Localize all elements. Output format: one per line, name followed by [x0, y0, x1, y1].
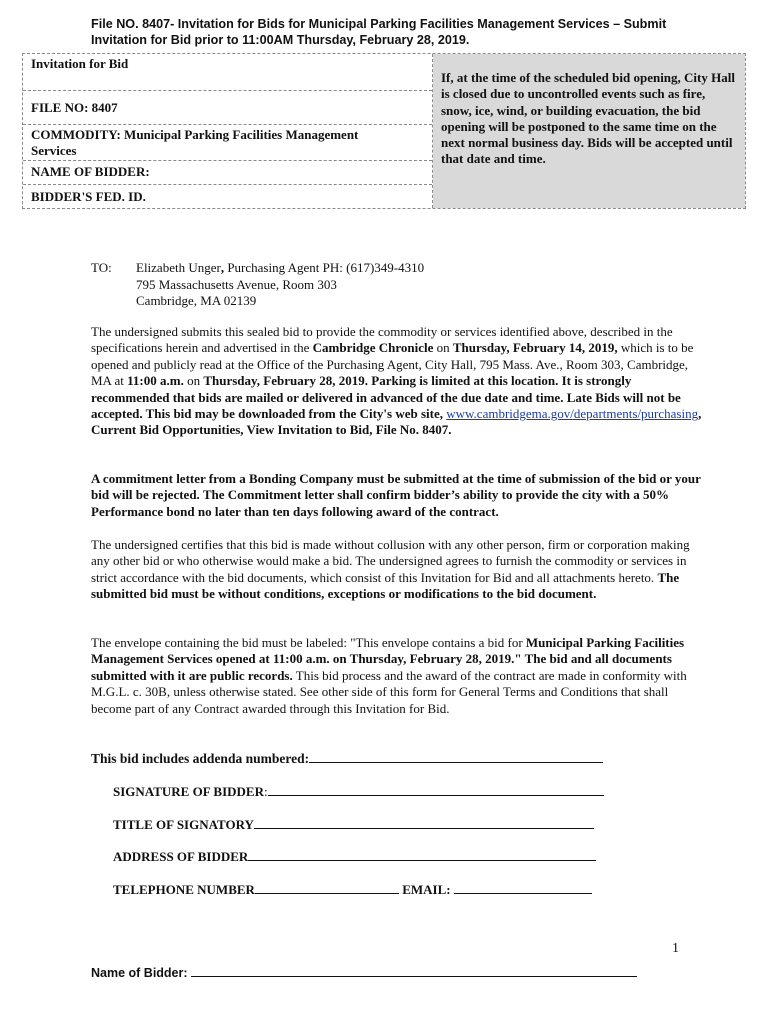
bid-info-fields: [23, 54, 433, 208]
name-of-bidder-field[interactable]: NAME OF BIDDER:: [23, 161, 432, 185]
p4-text-1: The envelope containing the bid must be labeled: "This envelope contains a bid for: [91, 635, 526, 650]
p1-bold-2: Thursday, February 14, 2019,: [452, 340, 618, 356]
p3-text-1: The undersigned certifies that this bid is made without collusion with any other person, firm or corporation making any other bid or who otherwise would make a bid. The undersigned agrees to furnish the commodity or services in strict accordance with the bid documents, which consist of this Invitation for Bid and all attachments hereto.: [91, 537, 690, 585]
header-line-1: File NO. 8407- Invitation for Bids for Municipal Parking Facilities Management Services – Submit: [91, 17, 667, 31]
address-field: [113, 848, 596, 865]
email-label: EMAIL:: [402, 882, 451, 897]
title-input-line[interactable]: [254, 816, 594, 829]
commodity: [23, 125, 432, 161]
addenda-label: This bid includes addenda numbered:: [91, 751, 310, 766]
purchasing-website-link[interactable]: www.cambridgema.gov/departments/purchasing: [446, 406, 699, 422]
p3-bold-1: The submitted bid must be without conditions, exceptions or modifications to the bid document.: [91, 569, 680, 602]
p1-text-2: on: [433, 340, 453, 356]
bond-paragraph: A commitment letter from a Bonding Company must be submitted at the time of submission of the bid or your bid will be rejected. The Commitment letter shall confirm bidder’s ability to provide the city with a 50% Performance bond no later than ten days following award of the contract.: [91, 471, 701, 519]
addenda-input-line[interactable]: [309, 750, 603, 763]
p1-bold-5: , Current Bid Opportunities, View Invitation to Bid, File No. 8407.: [91, 406, 702, 438]
envelope-paragraph: [91, 635, 703, 717]
telephone-email-field: [113, 881, 592, 898]
p1-text-3: which is to be opened and publicly read at the Office of the Purchasing Agent, City Hall, 795 Mass. Ave., Room 303, Cambridge, MA at: [91, 340, 694, 389]
page-header: [91, 16, 731, 48]
intro-paragraph: [91, 324, 703, 439]
address-input-line[interactable]: [248, 848, 596, 861]
signature-label: SIGNATURE OF BIDDER: [113, 784, 264, 799]
to-line-2: 795 Massachusetts Avenue, Room 303: [136, 276, 337, 292]
p1-bold-3: 11:00 a.m.: [127, 373, 184, 389]
invitation-title: Invitation for Bid: [23, 54, 432, 91]
title-label: TITLE OF SIGNATORY: [113, 817, 254, 832]
p4-bold-1: Municipal Parking Facilities Management Services opened at 11:00 a.m. on Thursday, February 28, 2019." The bid and all documents submitted with it are public records.: [91, 635, 685, 683]
p4-text-2: This bid process and the award of the contract are made in conformity with M.G.L. c. 30B, unless otherwise stated. See other side of this form for General Terms and Conditions that shall become part of any Contract awarded through this Invitation for Bid.: [91, 667, 687, 716]
to-line-3: Cambridge, MA 02139: [136, 293, 257, 308]
footer-label: Name of Bidder:: [91, 966, 188, 980]
name-comma: ,: [220, 260, 225, 275]
purchasing-agent-name: Elizabeth Unger: [136, 260, 221, 275]
signature-colon: :: [263, 784, 268, 799]
footer-name-of-bidder: [91, 964, 637, 980]
address-label: ADDRESS OF BIDDER: [113, 849, 249, 864]
addenda-field: [91, 750, 603, 767]
header-line-2: Invitation for Bid prior to 11:00AM Thursday, February 28, 2019.: [91, 33, 470, 47]
to-label: TO:: [91, 260, 112, 275]
title-field: [113, 816, 594, 833]
email-input-line[interactable]: [454, 881, 592, 894]
file-no: FILE NO: 8407: [23, 91, 432, 125]
signature-field: [113, 783, 604, 800]
signature-input-line[interactable]: [268, 783, 604, 796]
purchasing-agent-title: Purchasing Agent PH: (617)349-4310: [224, 260, 425, 275]
bid-info-box: [22, 53, 746, 209]
p1-text-1: The undersigned submits this sealed bid to provide the commodity or services identified above, described in the specifications herein and advertised in the: [91, 324, 673, 356]
telephone-input-line[interactable]: [255, 881, 399, 894]
closure-notice: If, at the time of the scheduled bid opening, City Hall is closed due to uncontrolled events such as fire, snow, ice, wind, or building evacuation, the bid opening will be postponed to the same time on the next normal business day. Bids will be accepted until that date and time.: [433, 54, 745, 208]
page-number: 1: [672, 941, 679, 956]
to-line-1: [136, 260, 536, 277]
p1-bold-4: Thursday, February 28, 2019. Parking is limited at this location. It is strongly recommended that bids are mailed or delivered in advanced of the due date and time. Late Bids will not be accepted. This bid may be downloaded from the City's web site,: [91, 373, 681, 422]
footer-input-line[interactable]: [191, 964, 637, 977]
p1-bold-1: Cambridge Chronicle: [312, 340, 434, 356]
p1-text-4: on: [183, 373, 204, 389]
telephone-label: TELEPHONE NUMBER: [113, 882, 255, 897]
bidder-fed-id-field[interactable]: BIDDER'S FED. ID.: [31, 189, 146, 204]
certification-paragraph: [91, 537, 703, 603]
commodity-line-1: COMMODITY: Municipal Parking Facilities Management: [31, 127, 359, 142]
commodity-line-2: Services: [31, 143, 77, 158]
